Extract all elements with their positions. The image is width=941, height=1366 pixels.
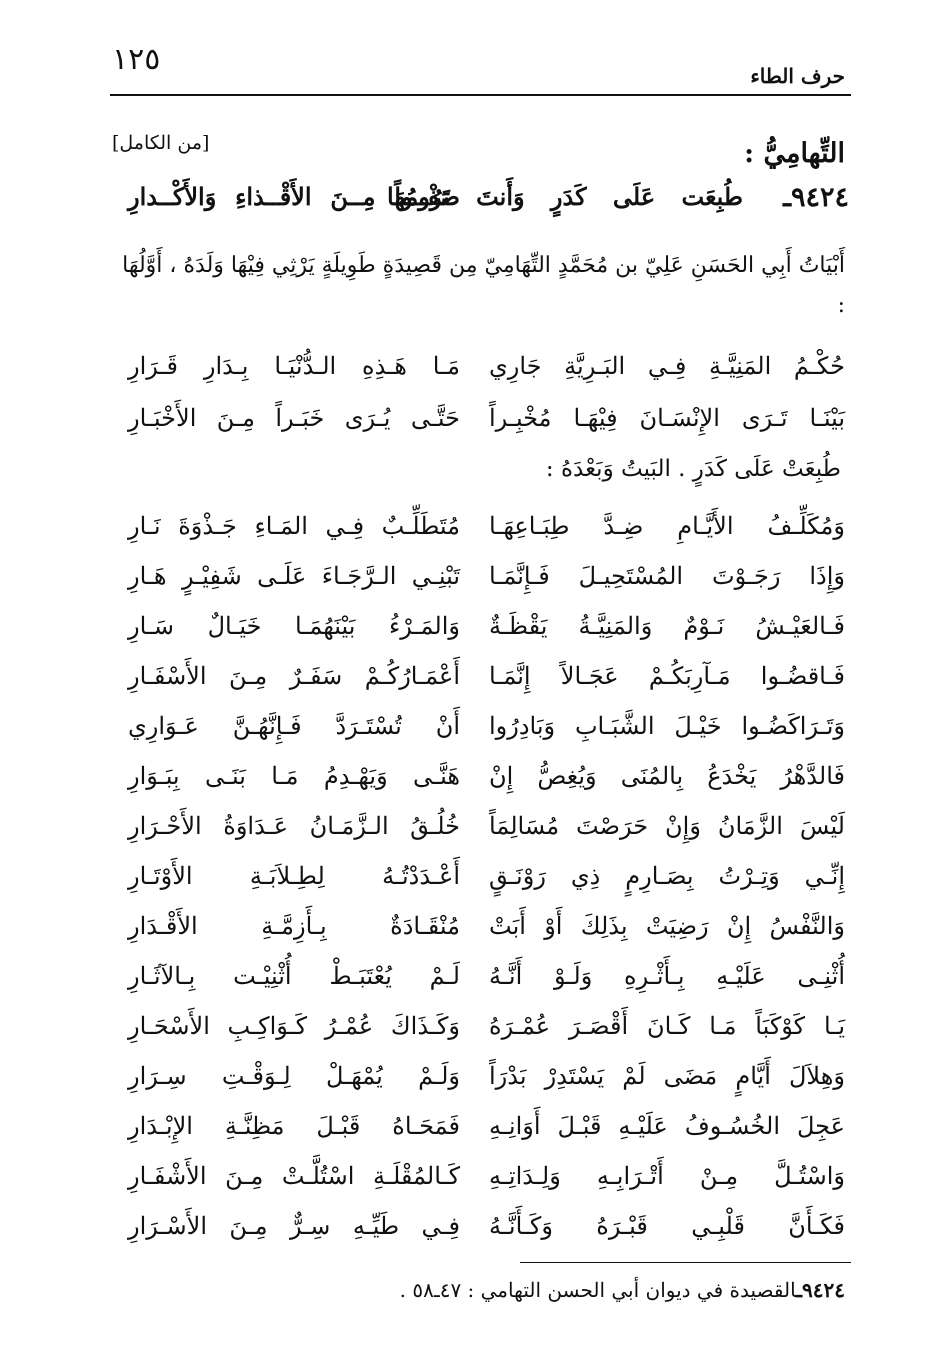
verse-sadr: فَـاقضُـوا مَـآرِبَكُـمْ عَجَـالاً إِنَّمَـا (489, 662, 845, 690)
verse-sadr: لَيْسَ الزَّمَانُ وَإِنْ حَرَصْتَ مُسَالِمَاً (489, 812, 845, 840)
footnote-text: القصيدة في ديوان أبي الحسن التهامي : ٤٧ـ٥٨ . (399, 1278, 797, 1302)
verse-row (0, 512, 941, 562)
intro-paragraph: أَبْيَاتُ أَبِي الحَسَنِ عَلِيّ بن مُحَمَّدٍ التِّهَامِيّ مِن قَصِيدَةٍ طَوِيلَةٍ يَرْثِي فِيْهَا وَلَدَهُ ، أَوَّلُهَا : (122, 253, 845, 318)
verse-ajuz: لَـمْ يُعْتَبَـطْ أُثْنِيْـت بِـالآثَـارِ (128, 962, 460, 990)
opening-verses (0, 352, 941, 456)
verse-ajuz: فِـي طَيِّـهِ سِـرٌّ مِـنَ الأَسْـرَارِ (128, 1212, 460, 1240)
main-verse (128, 182, 849, 228)
verse-ajuz: وَلَـمْ يُمْهَـلْ لِـوَقْـتِ سِـرَارِ (128, 1062, 460, 1090)
verse-ajuz: أَعْمَـارُكُـمْ سَفَـرٌ مِـنَ الأَسْفَـارِ (128, 662, 460, 690)
verse-sadr: وَالنَّفْسُ إِنْ رَضِيَتْ بِذَلِكَ أَوْ أَبَتْ (489, 912, 845, 940)
verse-row (0, 712, 941, 762)
verse-sadr: فَـالعَيْـشُ نَـوْمٌ وَالمَنِيَّـةُ يَقْظَـةٌ (489, 612, 845, 640)
verse-row (0, 1162, 941, 1212)
verse-sadr: حُكْـمُ المَنِيَّـةِ فِـي البَـرِيَّةِ جَارِي (489, 352, 845, 380)
footnote (400, 1278, 845, 1302)
verse-row (0, 762, 941, 812)
verse-sadr: أُثْنِـى عَلَيْـهِ بِـأَثْـرِهِ وَلَـوْ أَنَّـهُ (489, 962, 845, 990)
poem-verses (0, 512, 941, 1262)
verse-ajuz: خُلُـقُ الـزَّمَـانُ عَـدَاوَةُ الأَحْـرَارِ (128, 812, 460, 840)
verse-row (0, 562, 941, 612)
header-rule (110, 94, 851, 96)
verse-sadr: فَالدَّهْرُ يَخْدَعُ بِالمُنَى وَيُغِصُّ إِنْ (489, 762, 845, 790)
verse-sadr: فَكَـأَنَّ قَلْبِـي قَبْـرَهُ وَكَـأَنَّـهُ (489, 1212, 845, 1240)
entry-number: ٩٤٢٤ـ (783, 182, 849, 213)
verse-ajuz: وَالمَـرْءُ بَيْنَهُمَـا خَيَـالٌ سَـارِ (128, 612, 460, 640)
verse-sadr: بَيْنَـا تَـرَى الإِنْسَـانَ فِيْهَـا مُخْبِـراً (489, 404, 845, 432)
verse-ajuz: مُتَطَلِّـبٌ فِـي المَـاءِ جَـذْوَةَ نَـارِ (128, 512, 460, 540)
verse-ajuz: مَـا هَـذِهِ الـدُّنْيَـا بِـدَارِ قَـرَارِ (128, 352, 460, 380)
verse-row (0, 812, 941, 862)
verse-row (0, 912, 941, 962)
running-head: حرف الطاء (750, 64, 845, 88)
verse-sadr: إِنِّـي وَتِـرْتُ بِصَـارِمٍ ذِي رَوْنَـقٍ (489, 862, 845, 890)
verse-ajuz: تَبْنِـي الـرَّجَـاءَ عَلَـى شَفِيْـرٍ هَـارِ (128, 562, 460, 590)
verse-row (0, 962, 941, 1012)
verse-ajuz: مُنْقَـادَةٌ بِـأَزِمَّـةِ الأَقْـدَارِ (128, 912, 460, 940)
poet-name: التِّهامِيُّ : (744, 138, 845, 169)
verse-sadr: عَجِلَ الخُسُـوفُ عَلَيْـهِ قَبْـلَ أَوَانِـهِ (489, 1112, 845, 1140)
verse-sadr: وَمُكَلِّـفُ الأَيَّـامِ ضِـدَّ طِبَـاعِهَـا (489, 512, 845, 540)
footnote-rule (520, 1262, 851, 1263)
verse-row (0, 1012, 941, 1062)
main-verse-ajuz: صَفْــواً مِــنَ الأَقْــذاءِ وَالأَكْــدارِ (128, 182, 460, 211)
verse-ajuz: كَـالمُقْلَـةِ اسْتُلَّـتْ مِـنَ الأَشْفَـارِ (128, 1162, 460, 1190)
connector-line: طُبِعَتْ عَلَى كَدَرٍ . البَيتُ وَبَعْدَهُ : (545, 456, 841, 482)
verse-sadr: وَتَـرَاكَضُـوا خَيْـلَ الشَّبَـابِ وَبَادِرُوا (489, 712, 845, 740)
verse-ajuz: حَتَّـى يُـرَى خَبَـراً مِـنَ الأَخْبَـارِ (128, 404, 460, 432)
page-number: ١٢٥ (112, 42, 161, 77)
verse-sadr: وَهِلاَلَ أَيَّامٍ مَضَى لَمْ يَسْتَدِرْ بَدْرَاً (489, 1062, 845, 1090)
verse-row (0, 612, 941, 662)
verse-ajuz: هَنَّـى وَيَهْـدِمُ مَـا بَنَـى بِبَـوَارِ (128, 762, 460, 790)
verse-row (0, 862, 941, 912)
verse-ajuz: أَنْ تُسْتَـرَدَّ فَـإِنَّهُـنَّ عَـوَارِي (128, 712, 460, 740)
verse-row (0, 1112, 941, 1162)
verse-row (0, 662, 941, 712)
main-verse-sadr: طُبِعَت عَلَى كَدَرٍ وَأَنتَ تَرُومُهَا (387, 182, 743, 211)
footnote-number: ٩٤٢٤ـ (796, 1278, 845, 1302)
verse-ajuz: وَكَـذَاكَ عُمْـرُ كَـوَاكِـبِ الأَسْحَـارِ (128, 1012, 460, 1040)
verse-row (0, 404, 941, 456)
verse-sadr: وَاسْتُـلَّ مِـنْ أَتْـرَابِـهِ وَلِـدَاتِـهِ (489, 1162, 845, 1190)
verse-ajuz: فَمَحَـاهُ قَبْـلَ مَظِنَّـةِ الإِبْـدَارِ (128, 1112, 460, 1140)
verse-sadr: يَـا كَوْكَبَاً مَـا كَـانَ أَقْصَـرَ عُمْـرَهُ (489, 1012, 845, 1040)
verse-ajuz: أَعْـدَدْتُـهُ لِطِـلاَبَـةِ الأَوْتَـارِ (128, 862, 460, 890)
verse-sadr: وَإِذَا رَجَـوْتَ المُسْتَحِيـلَ فَـإِنَّمَـا (489, 562, 845, 590)
verse-row (0, 1212, 941, 1262)
meter-label: [من الكامل] (112, 132, 210, 154)
verse-row (0, 1062, 941, 1112)
verse-row (0, 352, 941, 404)
